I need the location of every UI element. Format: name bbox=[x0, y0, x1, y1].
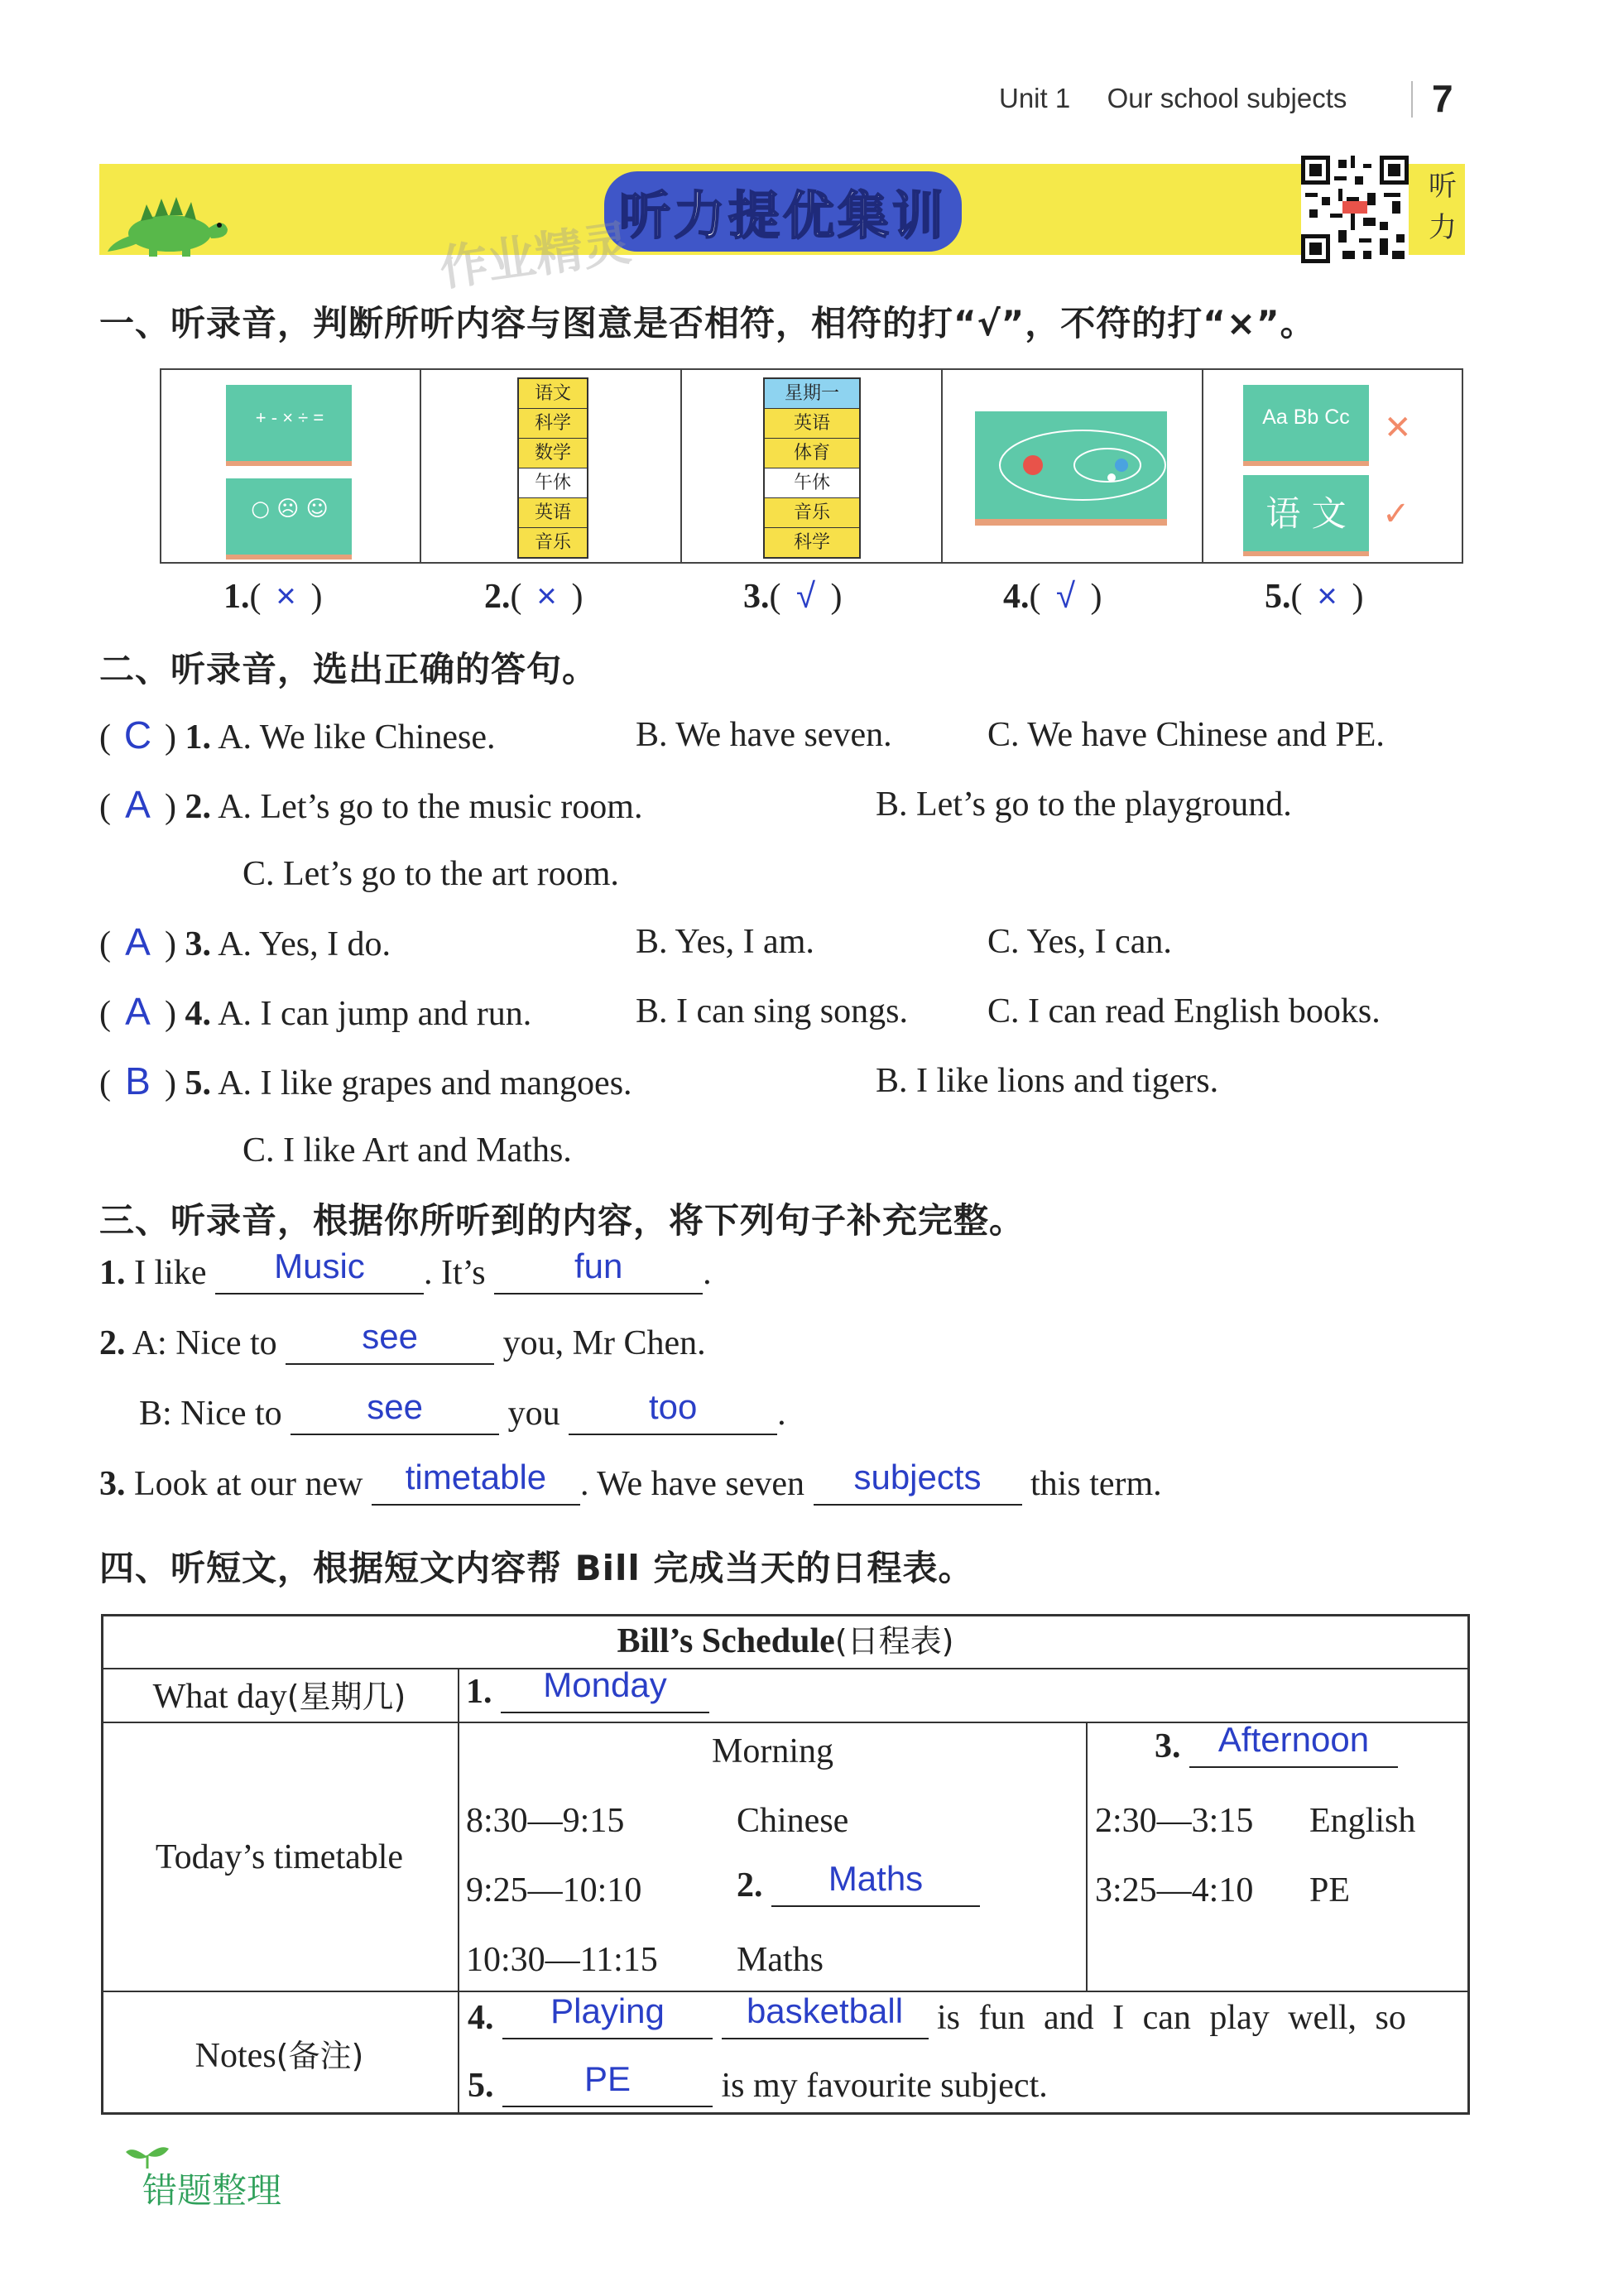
side-label: 听力 bbox=[1429, 170, 1457, 244]
subject-cell: 午休 bbox=[765, 468, 859, 498]
s3-line-2: 2. A: Nice to see you, Mr Chen. bbox=[99, 1320, 706, 1365]
cross-icon: ✕ bbox=[1384, 409, 1412, 447]
morning-time-1: 8:30—9:15 bbox=[466, 1802, 625, 1840]
s2-item-5-c: C. I like Art and Maths. bbox=[243, 1131, 572, 1170]
qr-code-icon bbox=[1301, 156, 1409, 267]
day-cell: 星期一 bbox=[765, 379, 859, 409]
afternoon-label: 3. Afternoon bbox=[1155, 1723, 1398, 1768]
grid-divider bbox=[941, 368, 943, 564]
unit-label: Unit 1 bbox=[999, 83, 1071, 113]
subject-cell: 午休 bbox=[519, 468, 587, 498]
s2-item-1-b: B. We have seven. bbox=[636, 716, 892, 754]
subject-cell: 语文 bbox=[519, 379, 587, 409]
s1-answer-3: 3.( √ ) bbox=[743, 576, 843, 616]
morning-subject-3: Maths bbox=[737, 1941, 824, 1979]
s3-line-4: 3. Look at our new timetable . We have seven subjects this term. bbox=[99, 1461, 1162, 1506]
afternoon-subject-1: English bbox=[1309, 1802, 1416, 1840]
s2-item-2-c: C. Let’s go to the art room. bbox=[243, 855, 619, 893]
footer-label: 错题整理 bbox=[142, 2170, 282, 2211]
timetable-monday bbox=[763, 377, 861, 559]
subject-cell: 音乐 bbox=[534, 532, 571, 553]
s1-answer-5: 5.( × ) bbox=[1265, 576, 1364, 616]
what-day-answer: 1. Monday bbox=[466, 1669, 709, 1713]
s2-item-3-b: B. Yes, I am. bbox=[636, 923, 814, 961]
page-header bbox=[999, 83, 1347, 114]
notes-label: Notes(备注) bbox=[194, 2037, 364, 2075]
s2-item-4-c: C. I can read English books. bbox=[987, 992, 1381, 1030]
subject-cell: 科学 bbox=[793, 532, 830, 553]
grid-divider bbox=[420, 368, 421, 564]
morning-time-2: 9:25—10:10 bbox=[466, 1871, 642, 1909]
timetable-label: Today’s timetable bbox=[155, 1838, 404, 1876]
s1-answer-1: 1.( × ) bbox=[223, 576, 323, 616]
subject-cell: 音乐 bbox=[765, 498, 859, 528]
morning-time-3: 10:30—11:15 bbox=[466, 1941, 658, 1979]
faces-text: ○ ☹ ☺ bbox=[251, 497, 329, 521]
afternoon-time-1: 2:30—3:15 bbox=[1095, 1802, 1254, 1840]
s2-item-1-c: C. We have Chinese and PE. bbox=[987, 716, 1385, 754]
s2-item-4: ( A ) 4. A. I can jump and run. bbox=[99, 990, 532, 1033]
grid-divider bbox=[1202, 368, 1203, 564]
chinese-text: 语 文 bbox=[1265, 493, 1347, 534]
what-day-label: What day(星期几) bbox=[152, 1678, 406, 1716]
s1-answer-2: 2.( × ) bbox=[484, 576, 583, 616]
grid-divider bbox=[680, 368, 682, 564]
morning-subject-1: Chinese bbox=[737, 1802, 849, 1840]
s2-item-3-c: C. Yes, I can. bbox=[987, 923, 1172, 961]
watermark: 作业精灵 bbox=[436, 214, 635, 297]
section4-title: 四、听短文，根据短文内容帮 Bill 完成当天的日程表。 bbox=[99, 1548, 974, 1588]
subject-cell: 数学 bbox=[519, 439, 587, 468]
s2-item-5-b: B. I like lions and tigers. bbox=[876, 1062, 1219, 1100]
page-number: 7 bbox=[1432, 77, 1453, 120]
afternoon-subject-2: PE bbox=[1309, 1871, 1351, 1909]
s1-answer-4: 4.( √ ) bbox=[1003, 576, 1102, 616]
dinosaur-icon bbox=[103, 184, 236, 262]
notes-line-1: 4. Playing basketball is fun and I can play well, so bbox=[468, 1995, 1406, 2039]
morning-subject-2: 2. Maths bbox=[737, 1862, 980, 1907]
s2-item-2-b: B. Let’s go to the playground. bbox=[876, 785, 1292, 824]
table-hline bbox=[101, 1668, 1470, 1669]
s2-item-1: ( C ) 1. A. We like Chinese. bbox=[99, 713, 496, 757]
math-symbols-text: + - × ÷ = bbox=[255, 407, 324, 428]
section3-title: 三、听录音，根据你所听到的内容，将下列句子补充完整。 bbox=[99, 1200, 1025, 1241]
subject-cell: 英语 bbox=[765, 409, 859, 439]
section1-title: 一、听录音，判断所听内容与图意是否相符，相符的打“√”，不符的打“×”。 bbox=[99, 303, 1316, 343]
table-title: Bill’s Schedule(日程表) bbox=[617, 1622, 954, 1660]
check-icon: ✓ bbox=[1382, 495, 1410, 533]
s2-item-2: ( A ) 2. A. Let’s go to the music room. bbox=[99, 783, 643, 826]
s3-line-3: B: Nice to see you too . bbox=[139, 1391, 786, 1435]
letters-text: Aa Bb Cc bbox=[1262, 406, 1350, 429]
subject-cell: 体育 bbox=[765, 439, 859, 468]
s3-line-1: 1. I like Music . It’s fun . bbox=[99, 1250, 712, 1295]
notes-line-2: 5. PE is my favourite subject. bbox=[468, 2063, 1048, 2107]
morning-label: Morning bbox=[712, 1732, 833, 1770]
afternoon-time-2: 3:25—4:10 bbox=[1095, 1871, 1254, 1909]
timetable-chinese bbox=[517, 377, 588, 559]
s2-item-4-b: B. I can sing songs. bbox=[636, 992, 908, 1030]
unit-title: Our school subjects bbox=[1107, 83, 1347, 113]
banner-title: 听力提优集训 bbox=[604, 171, 962, 252]
header-divider bbox=[1411, 81, 1413, 118]
s2-item-5: ( B ) 5. A. I like grapes and mangoes. bbox=[99, 1059, 632, 1102]
subject-cell: 科学 bbox=[519, 409, 587, 439]
board-planets bbox=[975, 411, 1167, 530]
subject-cell: 英语 bbox=[519, 498, 587, 528]
s2-item-3: ( A ) 3. A. Yes, I do. bbox=[99, 920, 391, 963]
table-vline bbox=[1086, 1722, 1088, 1991]
section2-title: 二、听录音，选出正确的答句。 bbox=[99, 649, 598, 689]
